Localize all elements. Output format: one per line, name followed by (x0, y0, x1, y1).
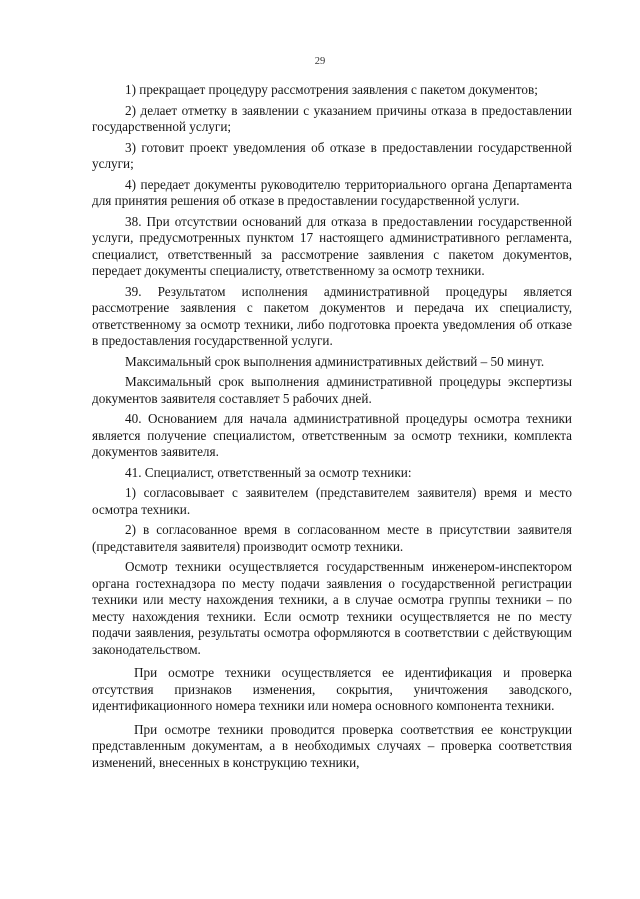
paragraph-identification: При осмотре техники осуществляется ее идентификация и проверка отсутствия признаков изменения, сокрытия, уничтожения заводского, идентификационного номера техники или номера основного компонента техники. (92, 665, 572, 713)
paragraph-max-time-procedure: Максимальный срок выполнения административной процедуры экспертизы документов заявителя составляет 5 рабочих дней. (92, 374, 572, 406)
paragraph-38: 38. При отсутствии оснований для отказа в предоставлении государственной услуги, предусмотренных пунктом 17 настоящего административного регламента, специалист, ответственный за рассмотрение заявления с пакетом документов, передает документы специалисту, ответственному за осмотр техники. (92, 213, 572, 278)
paragraph-41-item-1: 1) согласовывает с заявителем (представителем заявителя) время и место осмотра техники. (92, 485, 572, 517)
paragraph-39: 39. Результатом исполнения административной процедуры является рассмотрение заявления с пакетом документов и передача их специалисту, ответственному за осмотр техники, либо подготовка проекта уведомления об отказе в предоставления государственной услуги. (92, 283, 572, 348)
page-number: 29 (314, 56, 326, 67)
paragraph-item-3: 3) готовит проект уведомления об отказе в предоставлении государственной услуги; (92, 139, 572, 171)
paragraph-item-4: 4) передает документы руководителю территориального органа Департамента для принятия решения об отказе в предоставлении государственной услуги. (92, 176, 572, 208)
paragraph-inspection-place: Осмотр техники осуществляется государственным инженером-инспектором органа гостехнадзора по месту подачи заявления о государственной регистрации техники или месту нахождения техники, а в случае осмотра группы техники – по месту нахождения техники. Если осмотр техники осуществляется не по месту подачи заявления, результаты осмотра оформляются в соответствии с действующим законодательством. (92, 559, 572, 657)
paragraph-41-item-2: 2) в согласованное время в согласованном месте в присутствии заявителя (представителя заявителя) производит осмотр техники. (92, 522, 572, 554)
paragraph-item-2: 2) делает отметку в заявлении с указанием причины отказа в предоставлении государственной услуги; (92, 102, 572, 134)
paragraph-conformity-check: При осмотре техники проводится проверка соответствия ее конструкции представленным документам, а в необходимых случаях – проверка соответствия изменений, внесенных в конструкцию техники, (92, 721, 572, 770)
document-body (92, 82, 572, 771)
paragraph-40: 40. Основанием для начала административной процедуры осмотра техники является получение специалистом, ответственным за осмотр техники, комплекта документов заявителя. (92, 411, 572, 459)
paragraph-item-1: 1) прекращает процедуру рассмотрения заявления с пакетом документов; (125, 82, 538, 97)
paragraph-max-time-actions: Максимальный срок выполнения административных действий – 50 минут. (125, 353, 545, 369)
paragraph-41: 41. Специалист, ответственный за осмотр техники: (125, 464, 412, 480)
